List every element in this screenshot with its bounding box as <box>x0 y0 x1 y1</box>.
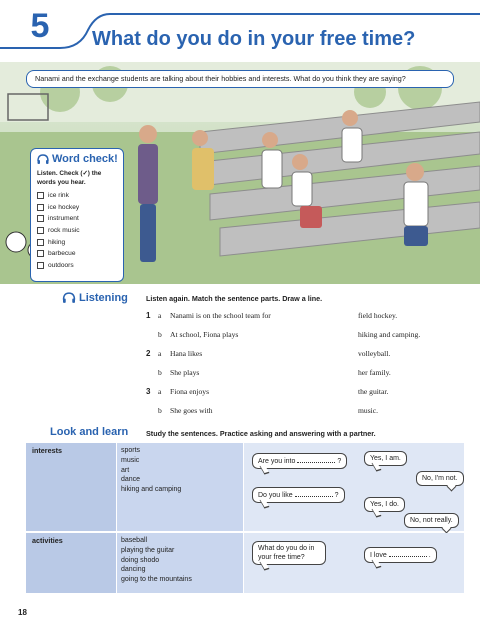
word-check-label: ice rink <box>48 192 69 200</box>
word-check-item[interactable] <box>37 202 117 214</box>
page-number: 18 <box>18 608 27 617</box>
match-row[interactable] <box>146 330 466 344</box>
unit-number: 5 <box>30 7 50 45</box>
checkbox[interactable] <box>37 262 44 269</box>
bubble-text: Yes, I do. <box>370 501 399 508</box>
row-number: 3 <box>146 387 151 396</box>
word-check-label: ice hockey <box>48 203 80 211</box>
vocab-item: sports <box>121 447 141 454</box>
sentence-start: She plays <box>170 368 200 377</box>
blank-line <box>389 550 427 557</box>
row-letter: a <box>158 349 162 358</box>
sentence-start: Nanami is on the school team for <box>170 311 271 320</box>
match-row[interactable] <box>146 368 466 382</box>
word-check-label: outdoors <box>48 261 74 269</box>
word-check-label: rock music <box>48 227 80 235</box>
interests-word-list <box>117 443 243 531</box>
checkbox[interactable] <box>37 250 44 257</box>
sentence-end: volleyball. <box>358 349 391 358</box>
checkbox[interactable] <box>37 204 44 211</box>
vocab-item: music <box>121 456 140 464</box>
category-label: activities <box>32 536 63 545</box>
speech-bubble-question <box>252 453 347 469</box>
sentence-end: her family. <box>358 368 391 377</box>
speech-bubble-answer <box>364 497 405 512</box>
word-check-list <box>31 187 123 271</box>
match-row[interactable] <box>146 406 466 420</box>
interests-dialogue <box>244 443 464 531</box>
vocab-item: hiking and camping <box>121 486 182 494</box>
checkbox[interactable] <box>37 227 44 234</box>
sentence-end: the guitar. <box>358 387 389 396</box>
bubble-text: Are you into <box>258 458 296 465</box>
bubble-text: I love <box>370 552 387 559</box>
headphones-icon <box>37 154 49 165</box>
look-and-learn-title: Look and learn <box>50 426 129 438</box>
headphones-icon <box>62 292 76 304</box>
row-letter: a <box>158 311 162 320</box>
category-activities <box>26 533 116 593</box>
word-check-box <box>30 148 124 282</box>
speech-bubble-answer <box>416 471 464 486</box>
row-number: 2 <box>146 349 151 358</box>
row-number: 1 <box>146 311 151 320</box>
bubble-text: your free time? <box>258 554 305 561</box>
speech-bubble-question <box>252 487 345 503</box>
vocab-item: playing the guitar <box>121 546 175 554</box>
word-check-item[interactable] <box>37 190 117 202</box>
vocab-item: dance <box>121 476 141 484</box>
word-check-item[interactable] <box>37 213 117 225</box>
word-check-item[interactable] <box>37 236 117 248</box>
speech-bubble-answer <box>404 513 459 528</box>
checkbox[interactable] <box>37 192 44 199</box>
bubble-text: ? <box>337 458 342 465</box>
activities-word-list <box>117 533 243 593</box>
word-check-instruction-line2: words you hear. <box>37 179 86 186</box>
look-and-learn-instruction: Study the sentences. Practice asking and answering with a partner. <box>146 429 376 438</box>
blank-line <box>295 490 333 497</box>
word-check-label: hiking <box>48 238 66 246</box>
sentence-start: She goes with <box>170 406 213 415</box>
word-check-instruction <box>31 169 123 187</box>
listening-title: Listening <box>79 292 128 304</box>
intro-text-box <box>26 70 454 88</box>
sentence-end: hiking and camping. <box>358 330 421 339</box>
word-check-item[interactable] <box>37 225 117 237</box>
listening-instruction: Listen again. Match the sentence parts. Draw a line. <box>146 294 323 303</box>
bubble-text: What do you do in <box>258 545 315 552</box>
bubble-text: No, not really. <box>410 517 453 524</box>
page-title: What do you do in your free time? <box>92 28 416 50</box>
word-check-label: instrument <box>48 215 79 223</box>
vocab-item: going to the mountains <box>121 576 192 584</box>
checkbox[interactable] <box>37 215 44 222</box>
sentence-end: music. <box>358 406 379 415</box>
speech-bubble-question <box>252 541 326 565</box>
word-check-item[interactable] <box>37 260 117 272</box>
category-interests <box>26 443 116 531</box>
word-check-item[interactable] <box>37 248 117 260</box>
sentence-start: At school, Fiona plays <box>170 330 239 339</box>
vocab-item: doing shodo <box>121 556 160 564</box>
look-and-learn-grid <box>26 443 464 593</box>
speech-bubble-answer <box>364 451 407 466</box>
word-check-instruction-line1: Listen. Check (✓) the <box>37 170 102 177</box>
word-check-title: Word check! <box>52 153 118 165</box>
activities-dialogue <box>244 533 464 593</box>
row-letter: b <box>158 406 162 415</box>
sentence-end: field hockey. <box>358 311 398 320</box>
checkbox[interactable] <box>37 239 44 246</box>
vocab-item: baseball <box>121 537 148 544</box>
bubble-text: No, I'm not. <box>422 475 458 482</box>
bubble-text: Yes, I am. <box>370 455 401 462</box>
row-letter: b <box>158 330 162 339</box>
sentence-start: Fiona enjoys <box>170 387 210 396</box>
blank-line <box>297 456 335 463</box>
intro-text: Nanami and the exchange students are talking about their hobbies and interests. What do you think they are saying? <box>35 74 406 83</box>
bubble-text: Do you like <box>258 492 293 499</box>
bubble-text: ? <box>334 492 339 499</box>
word-check-label: barbecue <box>48 250 76 258</box>
speech-bubble-answer <box>364 547 437 563</box>
sentence-start: Hana likes <box>170 349 203 358</box>
vocab-item: dancing <box>121 566 146 574</box>
word-check-header <box>31 149 123 169</box>
vocab-item: art <box>121 466 130 474</box>
category-label: interests <box>32 446 62 455</box>
row-letter: b <box>158 368 162 377</box>
match-row[interactable] <box>146 387 466 401</box>
row-letter: a <box>158 387 162 396</box>
match-row[interactable] <box>146 349 466 363</box>
bubble-text: . <box>428 552 431 559</box>
listening-heading <box>62 292 128 304</box>
match-row[interactable] <box>146 311 466 325</box>
